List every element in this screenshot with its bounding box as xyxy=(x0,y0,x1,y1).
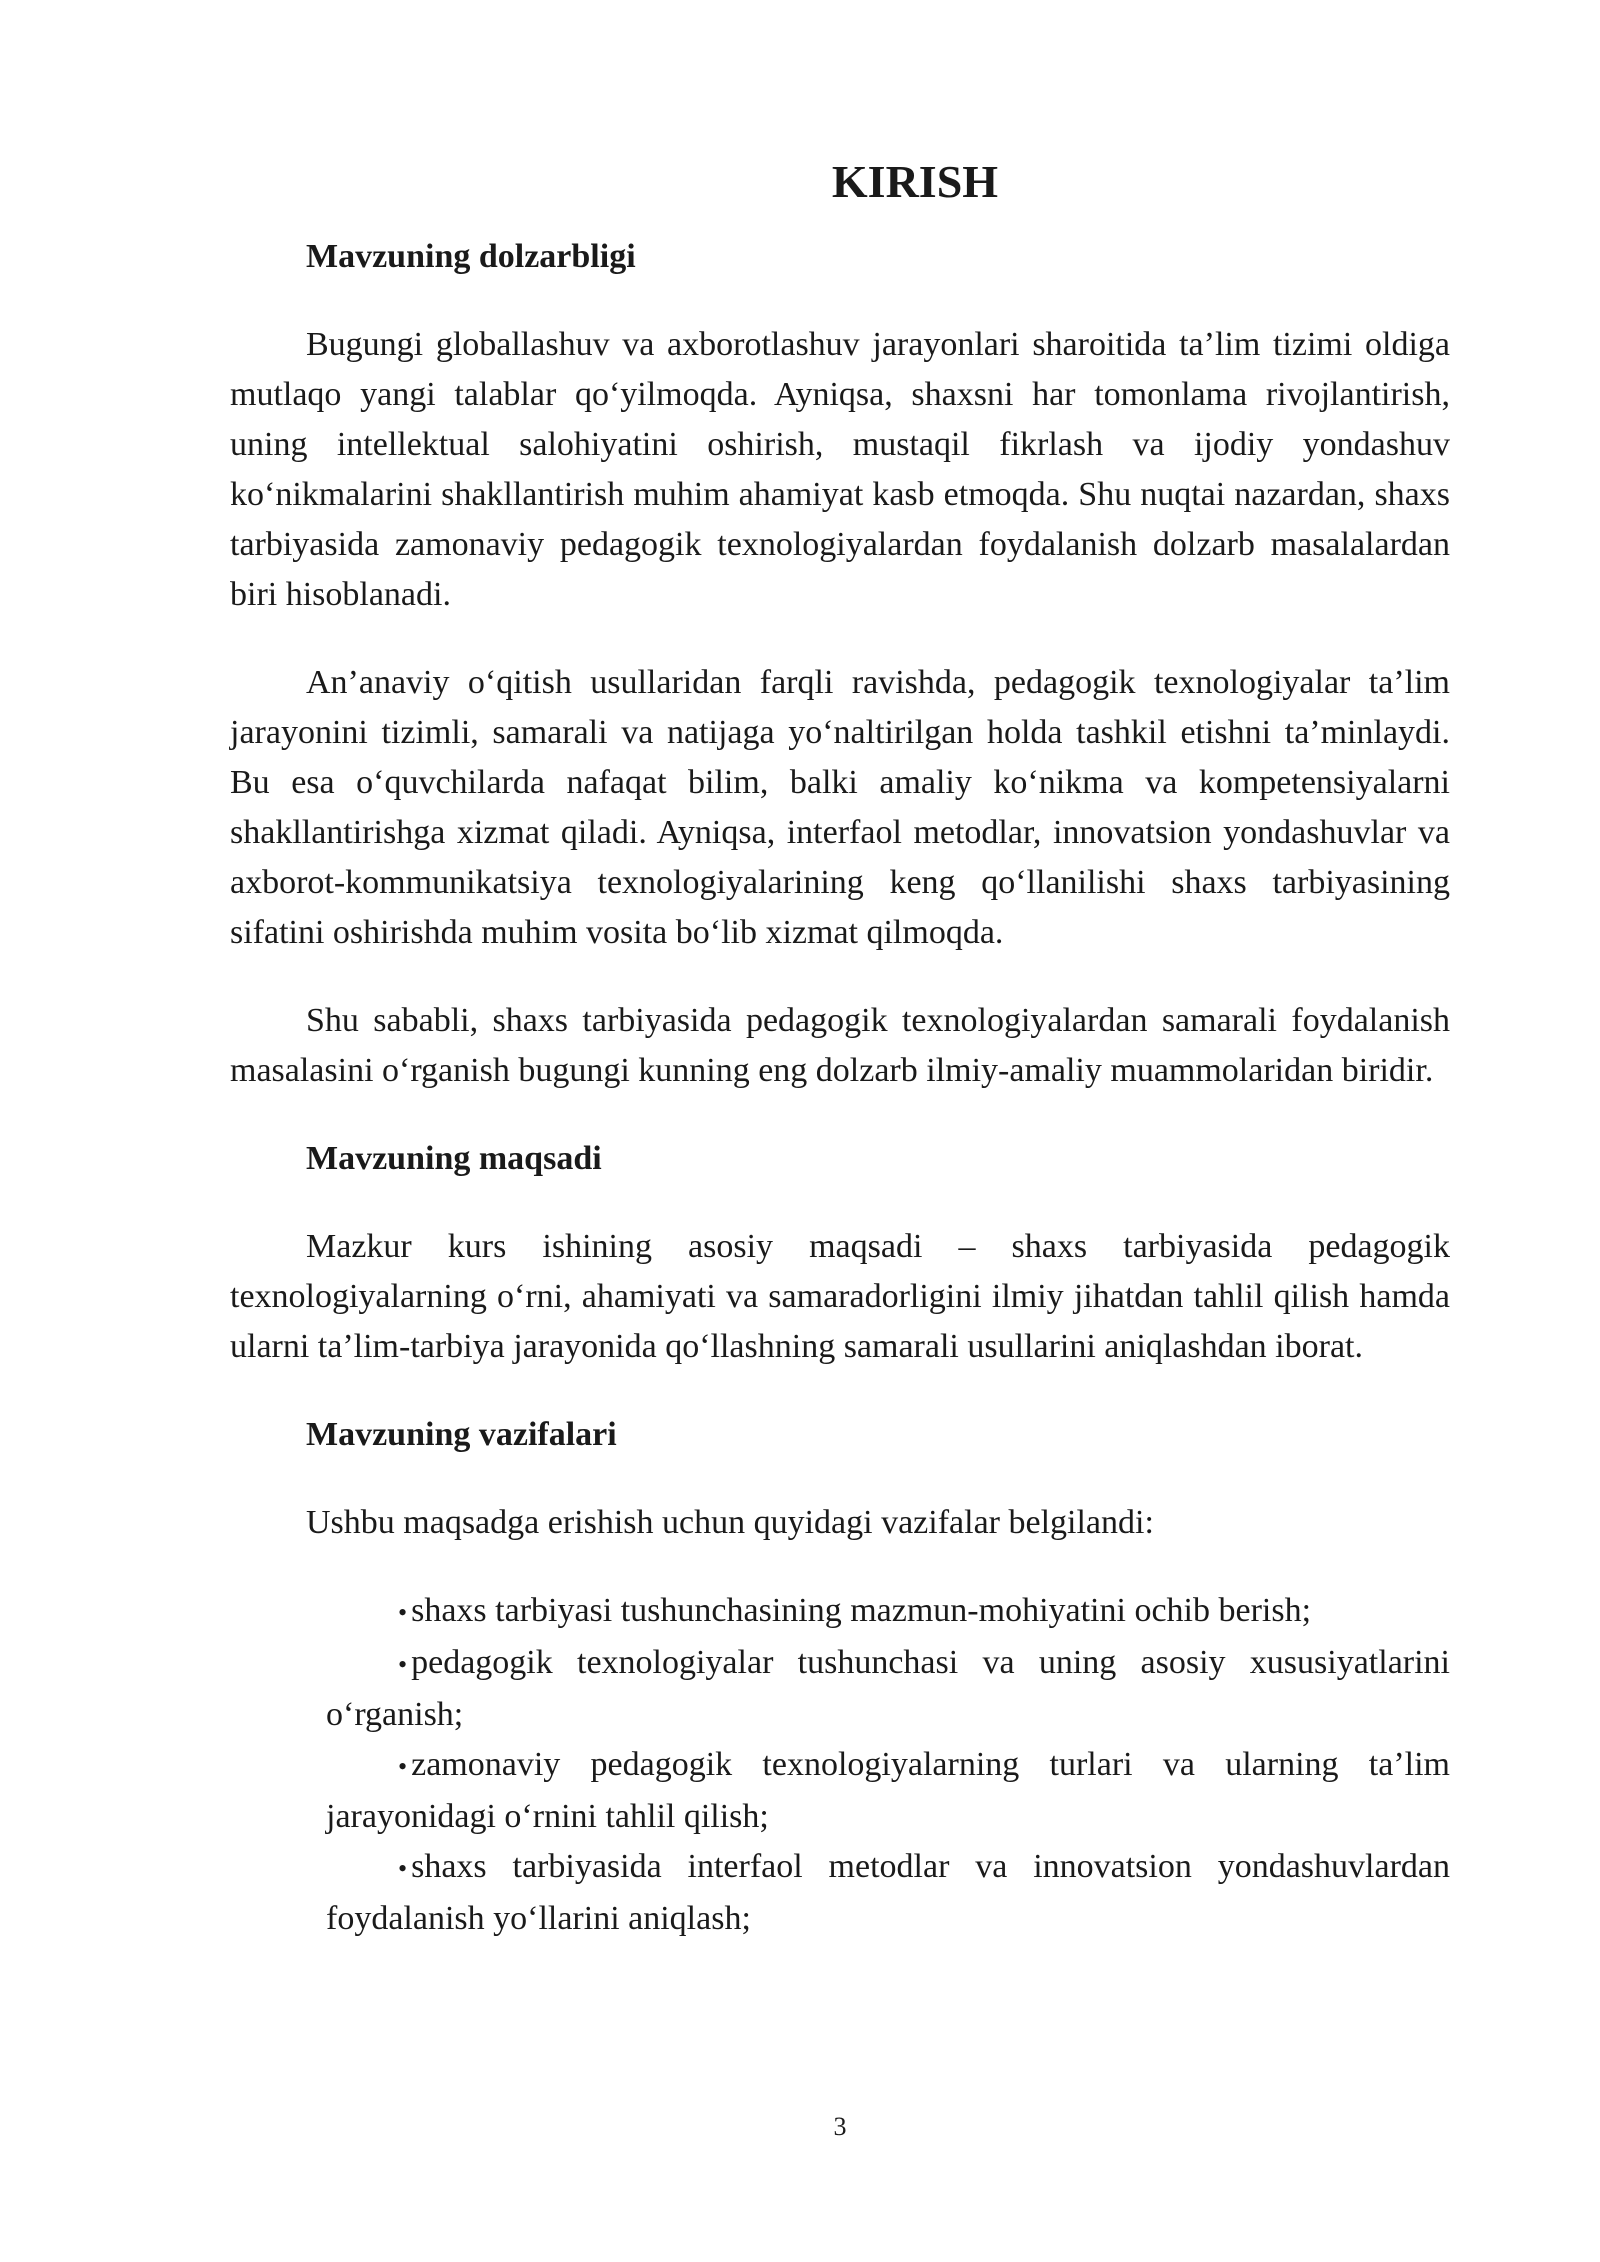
page-content xyxy=(230,150,1450,1944)
list-item-text: zamonaviy pedagogik texnologiyalarning turlari va ularning ta’lim jarayonidagi o‘rnini tahlil qilish; xyxy=(326,1746,1450,1835)
bullet-icon: • xyxy=(398,1854,408,1883)
task-list xyxy=(230,1586,1450,1944)
section-heading-relevance: Mavzuning dolzarbligi xyxy=(306,238,636,275)
paragraph: Mazkur kurs ishining asosiy maqsadi – shaxs tarbiyasida pedagogik texnologiyalarning o‘rni, ahamiyati va samaradorligini ilmiy jihatdan tahlil qilish hamda ularni ta’lim-tarbiya jarayonida qo‘llashning samarali usullarini aniqlashdan iborat. xyxy=(230,1228,1450,1365)
page-number: 3 xyxy=(833,2112,847,2141)
bullet-icon: • xyxy=(398,1650,408,1679)
paragraph: Bugungi globallashuv va axborotlashuv jarayonlari sharoitida ta’lim tizimi oldiga mutlaqo yangi talablar qo‘yilmoqda. Ayniqsa, shaxsni har tomonlama rivojlantirish, uning intellektual salohiyatini oshirish, mustaqil fikrlash va ijodiy yondashuv ko‘nikmalarini shakllantirish muhim ahamiyat kasb etmoqda. Shu nuqtai nazardan, shaxs tarbiyasida zamonaviy pedagogik texnologiyalardan foydalanish dolzarb masalalardan biri hisoblanadi. xyxy=(230,326,1450,613)
list-item xyxy=(326,1842,1450,1944)
list-item xyxy=(326,1740,1450,1842)
bullet-icon: • xyxy=(398,1598,408,1627)
paragraph: An’anaviy o‘qitish usullaridan farqli ravishda, pedagogik texnologiyalar ta’lim jarayonini tizimli, samarali va natijaga yo‘naltirilgan holda tashkil etishni ta’minlaydi. Bu esa o‘quvchilarda nafaqat bilim, balki amaliy ko‘nikma va kompetensiyalarni shakllantirishga xizmat qiladi. Ayniqsa, interfaol metodlar, innovatsion yondashuvlar va axborot-kommunikatsiya texnologiyalarining keng qo‘llanilishi shaxs tarbiyasining sifatini oshirishda muhim vosita bo‘lib xizmat qilmoqda. xyxy=(230,664,1450,951)
section-heading-tasks: Mavzuning vazifalari xyxy=(306,1416,617,1453)
section-heading-goal: Mavzuning maqsadi xyxy=(306,1140,602,1177)
list-item xyxy=(326,1638,1450,1740)
list-item-text: pedagogik texnologiyalar tushunchasi va uning asosiy xususiyatlarini o‘rganish; xyxy=(326,1644,1450,1733)
list-item-text: shaxs tarbiyasida interfaol metodlar va innovatsion yondashuvlardan foydalanish yo‘llarini aniqlash; xyxy=(326,1848,1450,1937)
list-item xyxy=(326,1586,1450,1638)
tasks-intro: Ushbu maqsadga erishish uchun quyidagi vazifalar belgilandi: xyxy=(306,1504,1154,1541)
page-title: KIRISH xyxy=(831,156,999,207)
list-item-text: shaxs tarbiyasi tushunchasining mazmun-mohiyatini ochib berish; xyxy=(411,1592,1312,1629)
paragraph: Shu sababli, shaxs tarbiyasida pedagogik texnologiyalardan samarali foydalanish masalasini o‘rganish bugungi kunning eng dolzarb ilmiy-amaliy muammolaridan biridir. xyxy=(230,1002,1450,1089)
bullet-icon: • xyxy=(398,1752,408,1781)
